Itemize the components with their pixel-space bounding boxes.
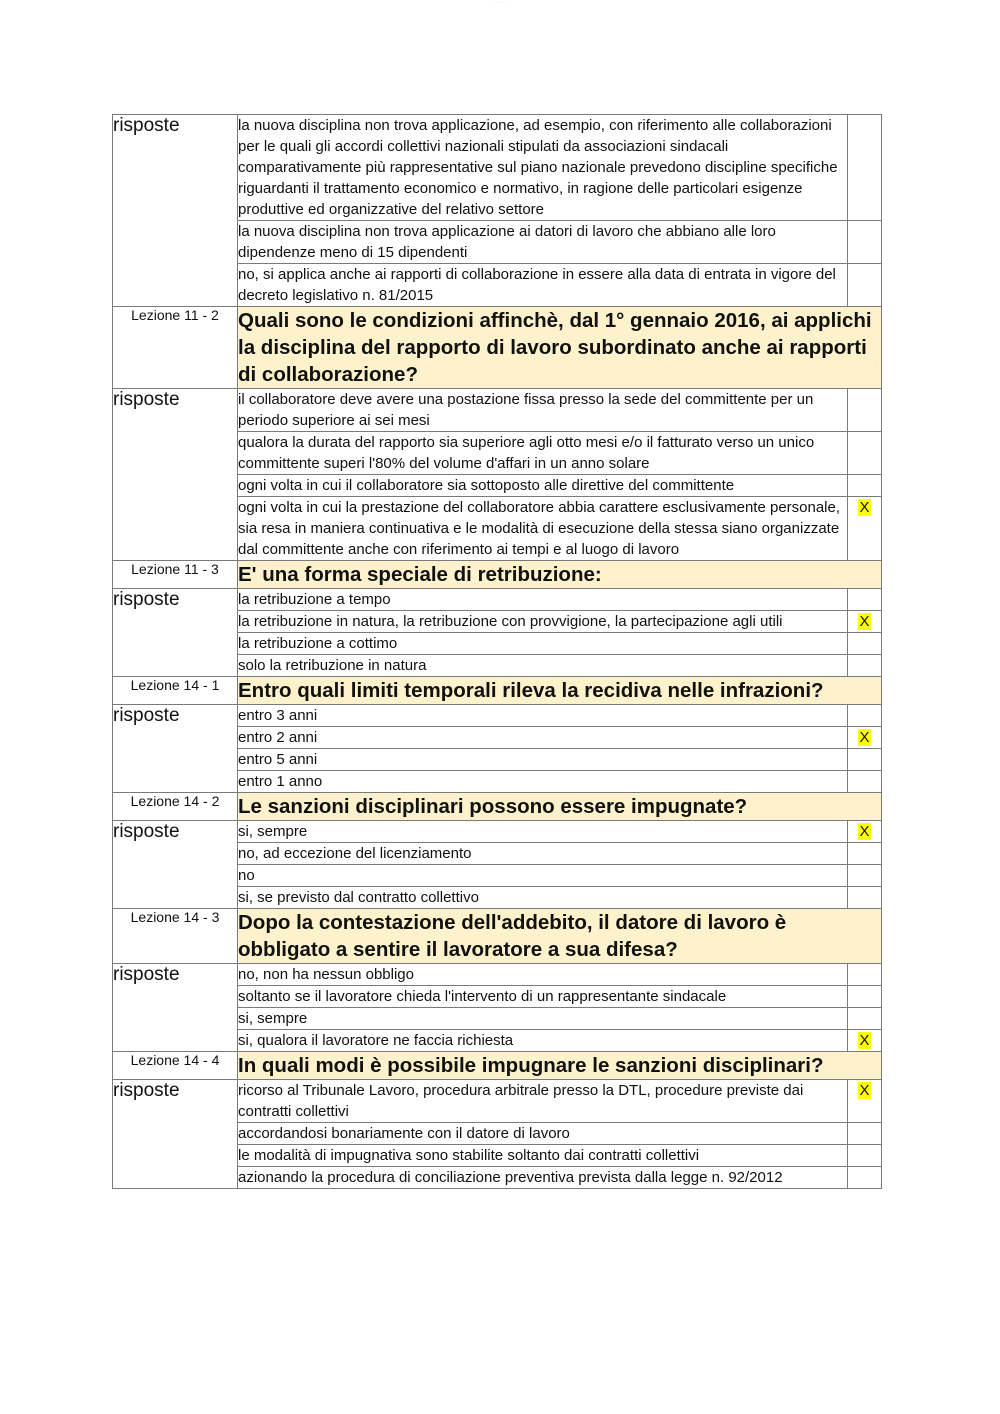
answer-mark-cell	[848, 1030, 882, 1052]
answer-text: no	[238, 865, 848, 887]
answer-mark-cell	[848, 611, 882, 633]
answer-mark-cell	[848, 843, 882, 865]
answer-mark-cell	[848, 1008, 882, 1030]
answers-label: risposte	[113, 389, 238, 561]
correct-answer-mark: X	[859, 1082, 870, 1099]
question-text: E' una forma speciale di retribuzione:	[238, 561, 882, 589]
answer-mark-cell	[848, 264, 882, 307]
answer-text: no, si applica anche ai rapporti di collaborazione in essere alla data di entrata in vigore del decreto legislativo n. 81/2015	[238, 264, 848, 307]
quiz-table	[112, 114, 882, 1189]
correct-answer-mark: X	[859, 499, 870, 516]
question-row	[113, 307, 882, 389]
answer-text: no, ad eccezione del licenziamento	[238, 843, 848, 865]
correct-answer-mark: X	[859, 613, 870, 630]
answer-text: azionando la procedura di conciliazione preventiva prevista dalla legge n. 92/2012	[238, 1167, 848, 1189]
question-row	[113, 677, 882, 705]
answers-label: risposte	[113, 821, 238, 909]
answer-mark-cell	[848, 865, 882, 887]
answer-mark-cell	[848, 589, 882, 611]
answer-text: soltanto se il lavoratore chieda l'intervento di un rappresentante sindacale	[238, 986, 848, 1008]
answer-mark-cell	[848, 633, 882, 655]
answer-mark-cell	[848, 115, 882, 221]
answer-text: le modalità di impugnativa sono stabilite soltanto dai contratti collettivi	[238, 1145, 848, 1167]
lesson-label: Lezione 11 - 2	[113, 307, 238, 389]
answer-row	[113, 821, 882, 843]
question-text: Le sanzioni disciplinari possono essere impugnate?	[238, 793, 882, 821]
answer-text: ricorso al Tribunale Lavoro, procedura arbitrale presso la DTL, procedure previste dai contratti collettivi	[238, 1080, 848, 1123]
question-text: In quali modi è possibile impugnare le sanzioni disciplinari?	[238, 1052, 882, 1080]
answers-label: risposte	[113, 115, 238, 307]
answer-row	[113, 589, 882, 611]
answer-text: il collaboratore deve avere una postazione fissa presso la sede del committente per un periodo superiore ai sei mesi	[238, 389, 848, 432]
answer-row	[113, 964, 882, 986]
correct-answer-mark: X	[859, 1032, 870, 1049]
answer-mark-cell	[848, 1123, 882, 1145]
answer-text: entro 1 anno	[238, 771, 848, 793]
answer-mark-cell	[848, 221, 882, 264]
answer-text: entro 5 anni	[238, 749, 848, 771]
question-row	[113, 1052, 882, 1080]
correct-answer-mark: X	[859, 729, 870, 746]
question-row	[113, 561, 882, 589]
answer-text: la retribuzione in natura, la retribuzione con provvigione, la partecipazione agli utili	[238, 611, 848, 633]
answer-text: si, sempre	[238, 821, 848, 843]
answer-text: solo la retribuzione in natura	[238, 655, 848, 677]
answer-mark-cell	[848, 887, 882, 909]
answer-mark-cell	[848, 986, 882, 1008]
correct-answer-mark: X	[859, 823, 870, 840]
answer-mark-cell	[848, 771, 882, 793]
answer-mark-cell	[848, 727, 882, 749]
answer-text: si, sempre	[238, 1008, 848, 1030]
answer-mark-cell	[848, 655, 882, 677]
answers-label: risposte	[113, 705, 238, 793]
answers-label: risposte	[113, 964, 238, 1052]
answer-row	[113, 389, 882, 432]
question-text: Entro quali limiti temporali rileva la recidiva nelle infrazioni?	[238, 677, 882, 705]
answer-text: qualora la durata del rapporto sia superiore agli otto mesi e/o il fatturato verso un unico committente superi l'80% del volume d'affari in un anno solare	[238, 432, 848, 475]
answer-mark-cell	[848, 497, 882, 561]
answer-text: ogni volta in cui il collaboratore sia sottoposto alle direttive del committente	[238, 475, 848, 497]
question-text: Dopo la contestazione dell'addebito, il datore di lavoro è obbligato a sentire il lavoratore a sua difesa?	[238, 909, 882, 964]
question-row	[113, 793, 882, 821]
answer-text: la retribuzione a tempo	[238, 589, 848, 611]
answer-mark-cell	[848, 705, 882, 727]
answer-text: la nuova disciplina non trova applicazione, ad esempio, con riferimento alle collaborazioni per le quali gli accordi collettivi nazionali stipulati da associazioni sindacali comparativamente più rappresentative sul piano nazionale prevedono discipline specifiche riguardanti il trattamento economico e normativo, in ragione delle particolari esigenze produttive ed organizzative del relativo settore	[238, 115, 848, 221]
answer-text: la retribuzione a cottimo	[238, 633, 848, 655]
answer-mark-cell	[848, 964, 882, 986]
answer-row	[113, 705, 882, 727]
question-row	[113, 909, 882, 964]
answer-text: entro 3 anni	[238, 705, 848, 727]
answer-mark-cell	[848, 389, 882, 432]
answer-row	[113, 115, 882, 221]
lesson-label: Lezione 14 - 1	[113, 677, 238, 705]
answer-mark-cell	[848, 749, 882, 771]
answer-text: entro 2 anni	[238, 727, 848, 749]
question-text: Quali sono le condizioni affinchè, dal 1° gennaio 2016, ai applichi la disciplina del rapporto di lavoro subordinato anche ai rapporti di collaborazione?	[238, 307, 882, 389]
answer-mark-cell	[848, 432, 882, 475]
answer-mark-cell	[848, 1167, 882, 1189]
lesson-label: Lezione 14 - 2	[113, 793, 238, 821]
lesson-label: Lezione 14 - 3	[113, 909, 238, 964]
answer-row	[113, 1080, 882, 1123]
answer-text: ogni volta in cui la prestazione del collaboratore abbia carattere esclusivamente personale, sia resa in maniera continuativa e le modalità di esecuzione della stessa siano organizzate dal committente anche con riferimento ai tempi e al luogo di lavoro	[238, 497, 848, 561]
answers-label: risposte	[113, 589, 238, 677]
answer-mark-cell	[848, 821, 882, 843]
answer-mark-cell	[848, 1080, 882, 1123]
answer-mark-cell	[848, 1145, 882, 1167]
answer-text: la nuova disciplina non trova applicazione ai datori di lavoro che abbiano alle loro dipendenze meno di 15 dipendenti	[238, 221, 848, 264]
answers-label: risposte	[113, 1080, 238, 1189]
answer-text: accordandosi bonariamente con il datore di lavoro	[238, 1123, 848, 1145]
answer-text: no, non ha nessun obbligo	[238, 964, 848, 986]
page-header-mark: ...............	[493, 0, 507, 4]
lesson-label: Lezione 14 - 4	[113, 1052, 238, 1080]
lesson-label: Lezione 11 - 3	[113, 561, 238, 589]
answer-mark-cell	[848, 475, 882, 497]
answer-text: si, qualora il lavoratore ne faccia richiesta	[238, 1030, 848, 1052]
answer-text: si, se previsto dal contratto collettivo	[238, 887, 848, 909]
